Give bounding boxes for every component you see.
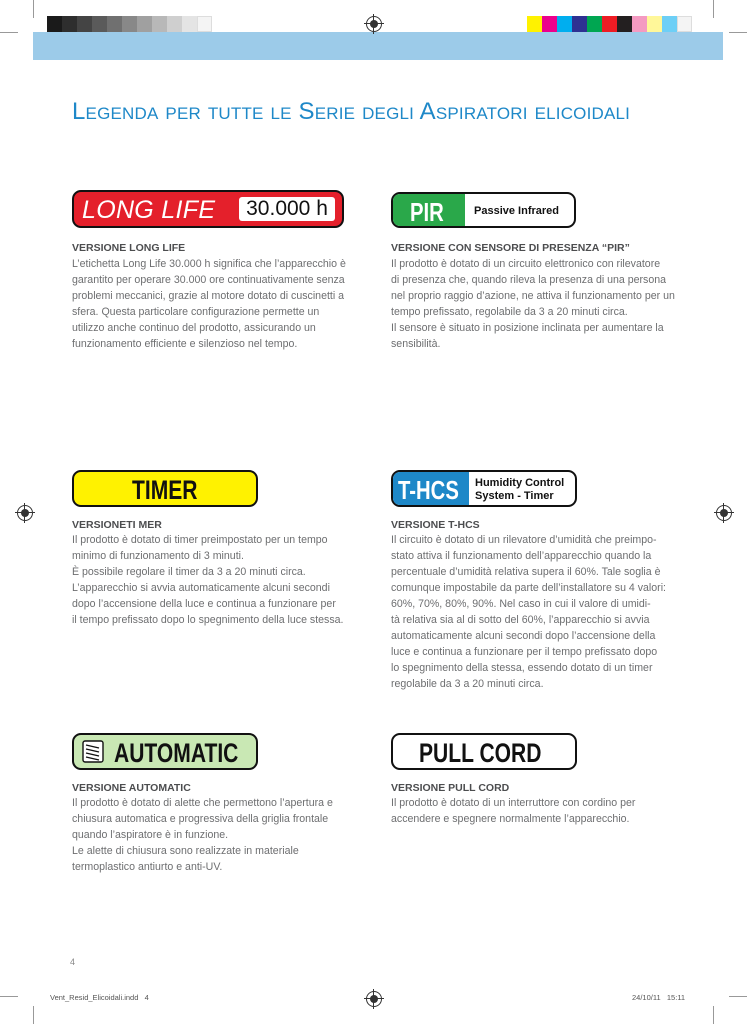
pir-label: PIR bbox=[410, 197, 444, 227]
pull-cord-description: Il prodotto è dotato di un interruttore con cordino per accendere e spegnere normalmente l’apparecchio. bbox=[391, 797, 636, 825]
crop-mark bbox=[729, 32, 747, 33]
timer-description: Il prodotto è dotato di timer preimpostato per un tempo minimo di funzionamento di 3 minuti. È possibile regolare il timer da 3 a 20 minuti circa. L’apparecchio si avvia automaticamente alcuni secondi dopo l’accensione della luce e continua a funzionare per il tempo prefissato dopo lo spegnimento della luce stessa. bbox=[72, 534, 344, 626]
pull-cord-section-title: VERSIONE PULL CORD bbox=[391, 782, 510, 794]
crop-mark bbox=[0, 32, 18, 33]
automatic-badge bbox=[72, 733, 258, 770]
crop-mark bbox=[0, 996, 18, 997]
crop-mark bbox=[729, 996, 747, 997]
page-title: Legenda per tutte le Serie degli Aspiratori elicoidali bbox=[72, 98, 631, 125]
thcs-badge bbox=[391, 470, 577, 507]
timestamp: 24/10/11 15:11 bbox=[632, 993, 686, 1002]
thcs-description: Il circuito è dotato di un rilevatore d’umidità che preimpo- stato attiva il funzionamento dell’apparecchio quando la percentuale d’umidità relativa supera il 60%. Tale soglia è comunque impostabile da parte dell’installatore su 4 valori: 60%, 70%, 80%, 90%. Nel caso in cui il valore di umidi- tà relativa sia al di sotto del 60%, l’apparecchio si avvia automaticamente alcuni secondi dopo l’accensione della luce e continua a funzionare per il tempo prefissato dopo lo spegnimento della stessa, essendo dotato di un timer regolabile da 3 a 20 minuti circa. bbox=[391, 534, 667, 690]
header-band bbox=[33, 32, 723, 60]
thcs-subtitle-2: System - Timer bbox=[475, 490, 554, 502]
file-name: Vent_Resid_Elicoidali.indd 4 bbox=[50, 993, 149, 1002]
thcs-label: T-HCS bbox=[398, 475, 459, 505]
long-life-hours: 30.000 h bbox=[239, 197, 335, 221]
timer-badge bbox=[72, 470, 258, 507]
crop-mark bbox=[713, 1006, 714, 1024]
crop-mark bbox=[33, 1006, 34, 1024]
registration-mark-icon bbox=[366, 991, 382, 1007]
pir-subtitle: Passive Infrared bbox=[474, 205, 559, 217]
pull-cord-label: PULL CORD bbox=[419, 738, 542, 768]
pull-cord-badge bbox=[391, 733, 577, 770]
automatic-label: AUTOMATIC bbox=[114, 738, 239, 768]
thcs-subtitle-1: Humidity Control bbox=[475, 477, 565, 489]
pir-badge bbox=[391, 192, 576, 228]
long-life-label: LONG LIFE bbox=[82, 196, 216, 224]
automatic-description: Il prodotto è dotato di alette che permettono l’apertura e chiusura automatica e progressiva della griglia frontale quando l’aspiratore è in funzione. Le alette di chiusura sono realizzate in materiale termoplastico antiurto e anti-UV. bbox=[72, 797, 333, 873]
pir-section-title: VERSIONE CON SENSORE DI PRESENZA “PIR” bbox=[391, 242, 630, 254]
thcs-section-title: VERSIONE T-HCS bbox=[391, 519, 480, 531]
timer-label: TIMER bbox=[132, 475, 198, 505]
registration-mark-icon bbox=[366, 16, 382, 32]
timer-section-title: VERSIONETI MER bbox=[72, 519, 162, 531]
registration-mark-icon bbox=[716, 505, 732, 521]
page-number: 4 bbox=[70, 957, 76, 967]
automatic-section-title: VERSIONE AUTOMATIC bbox=[72, 782, 191, 794]
long-life-description: L’etichetta Long Life 30.000 h significa che l’apparecchio è garantito per operare 30.000 ore continuativamente senza problemi meccanici, grazie al motore dotato di cuscinetti a sfera. Questa particolare configurazione permette un utilizzo anche continuo del prodotto, assicurando un funzionamento efficiente e silenzioso nel tempo. bbox=[72, 258, 346, 350]
registration-mark-icon bbox=[17, 505, 33, 521]
long-life-badge bbox=[72, 190, 344, 228]
pir-description: Il prodotto è dotato di un circuito elettronico con rilevatore di presenza che, quando rileva la presenza di una persona nel proprio raggio d’azione, ne attiva il funzionamento per un tempo prefissato, regolabile da 3 a 20 minuti circa. Il sensore è situato in posizione inclinata per aumentare la sensibilità. bbox=[391, 258, 675, 350]
crop-mark bbox=[713, 0, 714, 18]
long-life-section-title: VERSIONE LONG LIFE bbox=[72, 242, 186, 254]
louvre-icon bbox=[82, 740, 104, 763]
crop-mark bbox=[33, 0, 34, 18]
